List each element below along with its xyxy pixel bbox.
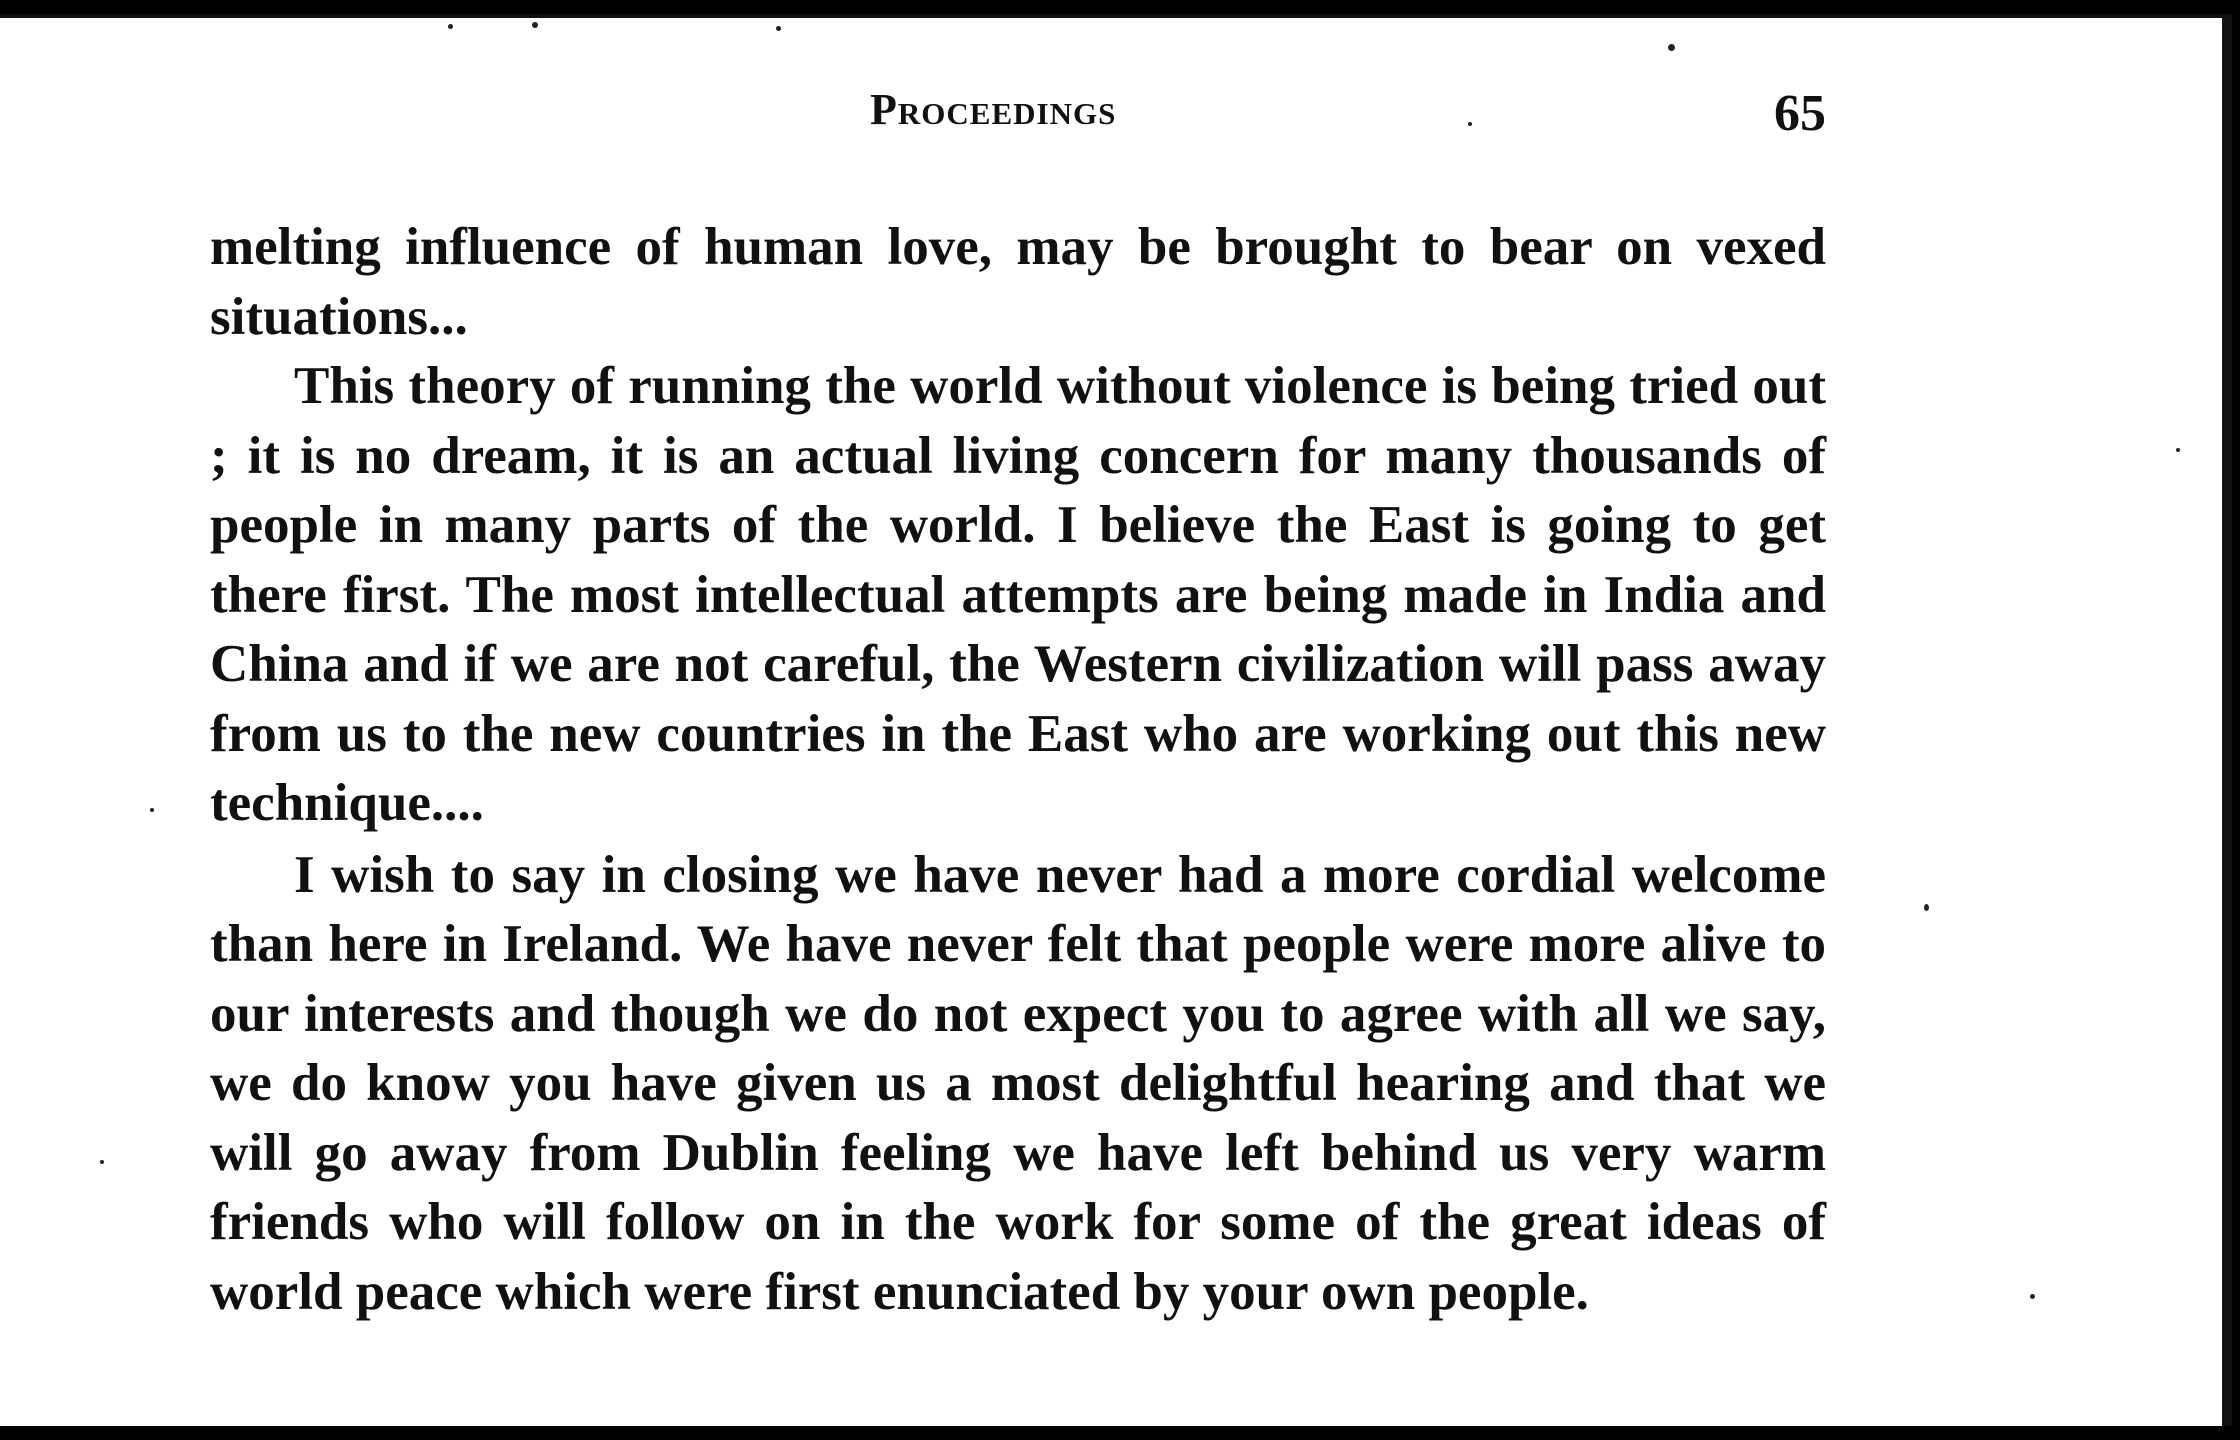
paragraph-2: This theory of running the world without violence is being tried out ; it is no dream, it is an actual living concern for many thousands of people in many parts of the world. I believe the East is going to get there first. The most intellectual attempts are being made in India and China and if we are not careful, the Western civilization will pass away from us to the new countries in the East who are working out this new technique.... [210,357,1826,832]
ink-speck [1668,44,1675,51]
ink-speck [532,22,538,28]
ink-speck [1924,904,1929,911]
ink-speck [2030,1294,2035,1299]
ink-speck [776,26,781,31]
page-header [210,84,1826,164]
ink-speck [100,1160,104,1164]
ink-speck [2176,448,2180,452]
scan-edge [2222,18,2232,1426]
body-text [210,213,1826,1327]
scanned-page [0,14,2232,1426]
paragraph-3: I wish to say in closing we have never had a more cordial welcome than here in Ireland. We have never felt that people were more alive to our interests and though we do not expect you to agree with all we say, we do know you have given us a most delightful hearing and that we will go away from Dublin feeling we have left behind us very warm friends who will follow on in the work for some of the great ideas of world peace which were first enunciated by your own people. [210,845,1826,1321]
page-number: 65 [1774,85,1826,142]
paragraph-1: melting influence of human love, may be brought to bear on vexed situations... [210,218,1826,346]
ink-speck [150,808,154,812]
ink-speck [448,24,453,29]
running-head: Proceedings [870,85,1117,134]
